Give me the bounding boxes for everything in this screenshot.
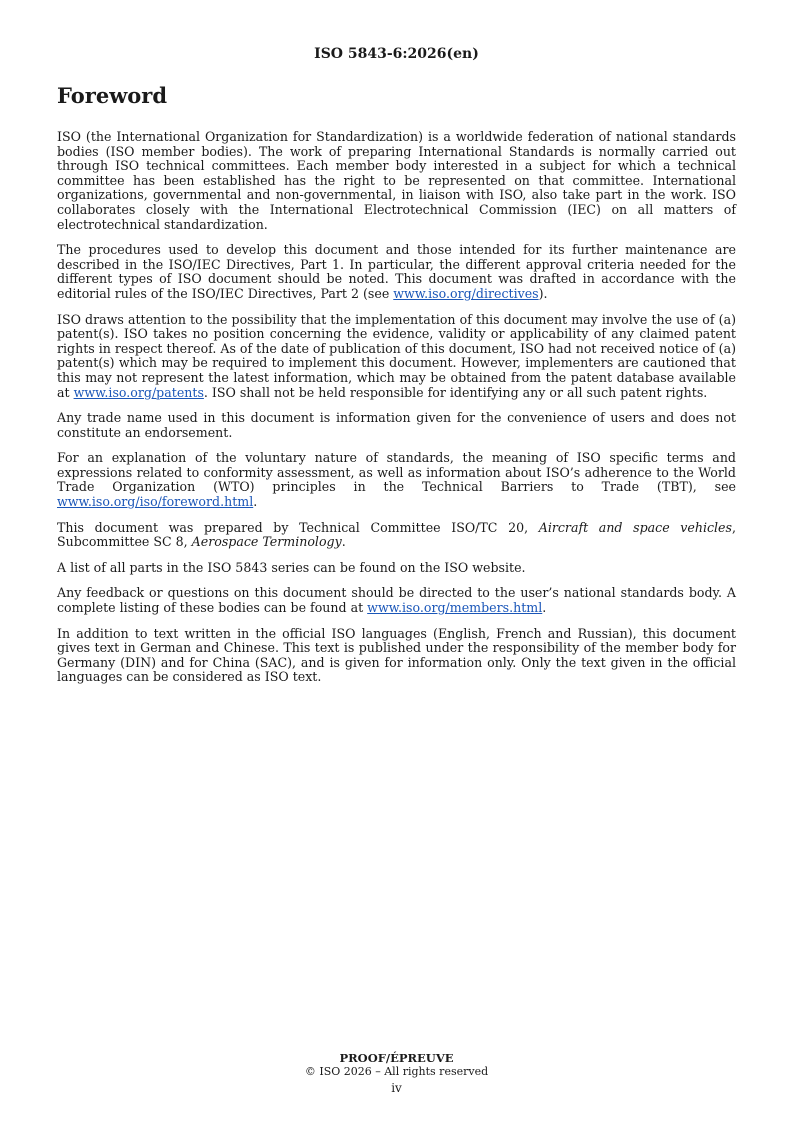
paragraph-iso-overview: ISO (the International Organization for Standardization) is a worldwide federation of national standards bodies (ISO member bodies). The work of preparing International Standards is normally carried out through ISO technical committees. Each member body interested in a subject for which a technical committee has been established has the right to be represented on that committee. International organizations, governmental and non-governmental, in liaison with ISO, also take part in the work. ISO collaborates closely with the International Electrotechnical Commission (IEC) on all matters of electrotechnical standardization. <box>57 129 736 232</box>
paragraph-series-list: A list of all parts in the ISO 5843 series can be found on the ISO website. <box>57 559 526 575</box>
page-title: Foreword <box>57 83 168 108</box>
foreword-body <box>57 130 736 696</box>
paragraph-languages: In addition to text written in the official ISO languages (English, French and Russian), this document gives text in German and Chinese. This text is published under the responsibility of the member body for Germany (DIN) and for China (SAC), and is given for information only. Only the text given in the official languages can be considered as ISO text. <box>57 625 736 685</box>
paragraph-committee: This document was prepared by Technical Committee ISO/TC 20, Aircraft and space vehicles, Subcommittee SC 8, Aerospace Terminology. <box>57 519 736 550</box>
proof-label: PROOF/ÉPREUVE <box>339 1051 454 1065</box>
copyright-notice: © ISO 2026 – All rights reserved <box>304 1065 489 1078</box>
page-footer <box>0 1052 793 1095</box>
directives-link[interactable]: www.iso.org/directives <box>393 285 539 301</box>
paragraph-feedback: Any feedback or questions on this document should be directed to the user’s national standards body. A complete listing of these bodies can be found at www.iso.org/members.html. <box>57 585 736 616</box>
paragraph-procedures: The procedures used to develop this document and those intended for its further maintenance are described in the ISO/IEC Directives, Part 1. In particular, the different approval criteria needed for the different types of ISO document should be noted. This document was drafted in accordance with the editorial rules of the ISO/IEC Directives, Part 2 (see www.iso.org/directives). <box>57 242 736 301</box>
paragraph-voluntary-nature: For an explanation of the voluntary nature of standards, the meaning of ISO specific terms and expressions related to conformity assessment, as well as information about ISO’s adherence to the World Trade Organization (WTO) principles in the Technical Barriers to Trade (TBT), see www.iso.org/iso/foreword.html. <box>57 450 736 510</box>
foreword-link[interactable]: www.iso.org/iso/foreword.html <box>57 494 254 510</box>
patents-link[interactable]: www.iso.org/patents <box>73 384 204 400</box>
page-number: iv <box>391 1081 402 1095</box>
document-header: ISO 5843-6:2026(en) <box>314 46 479 62</box>
paragraph-patents: ISO draws attention to the possibility that the implementation of this document may involve the use of (a) patent(s). ISO takes no position concerning the evidence, validity or applicability of any claimed patent rights in respect thereof. As of the date of publication of this document, ISO had not received notice of (a) patent(s) which may be required to implement this document. However, implementers are cautioned that this may not represent the latest information, which may be obtained from the patent database available at www.iso.org/patents. ISO shall not be held responsible for identifying any or all such patent rights. <box>57 311 736 400</box>
members-link[interactable]: www.iso.org/members.html <box>367 600 543 616</box>
paragraph-trade-name: Any trade name used in this document is information given for the convenience of users and does not constitute an endorsement. <box>57 410 736 440</box>
